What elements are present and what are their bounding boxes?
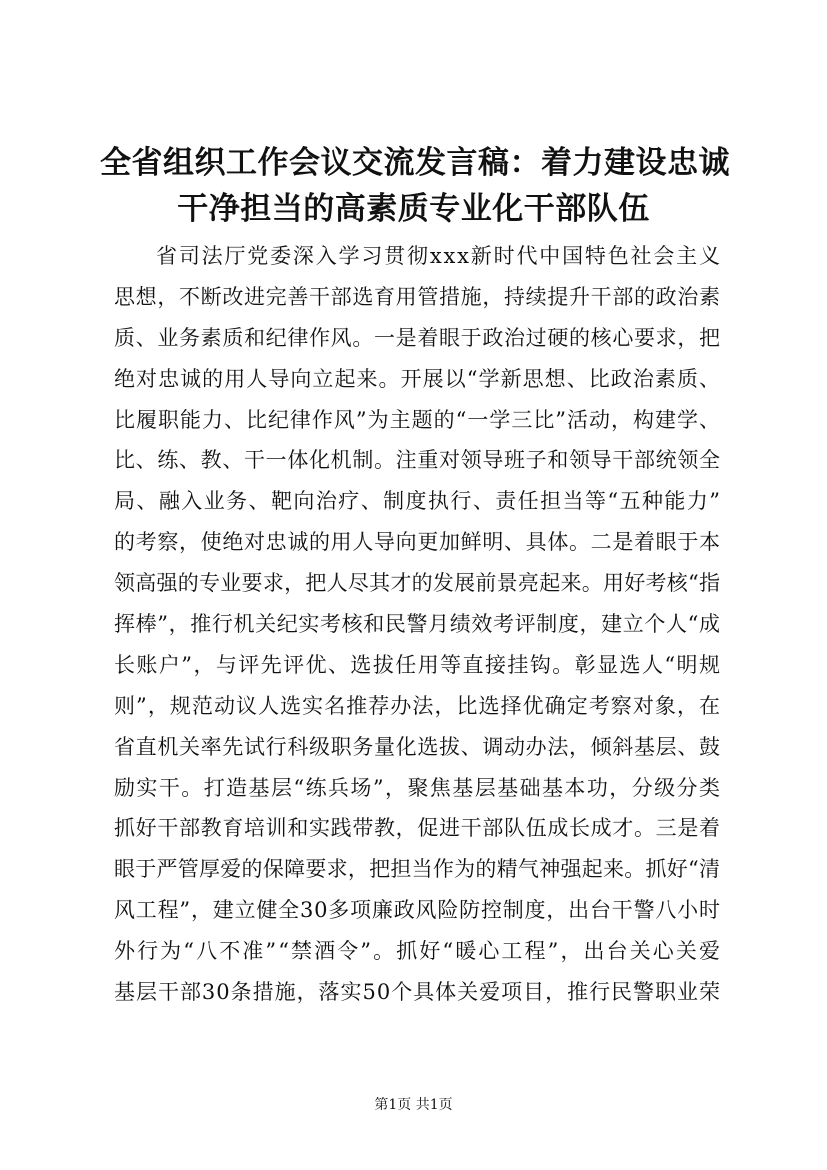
paragraph-line: 绝对忠诚的用人导向立起来。开展以“学新思想、比政治素质、 <box>114 366 722 391</box>
document-title <box>100 140 730 232</box>
paragraph-line: 基层干部30条措施，落实50个具体关爱项目，推行民警职业荣 <box>114 980 721 1005</box>
paragraph-line: 的考察，使绝对忠诚的用人导向更加鲜明、具体。二是着眼于本 <box>114 530 721 555</box>
paragraph-line: 眼于严管厚爱的保障要求，把担当作为的精气神强起来。抓好“清 <box>114 857 721 882</box>
paragraph-line: 励实干。打造基层“练兵场”，聚焦基层基础基本功，分级分类 <box>114 775 722 800</box>
paragraph-line: 比履职能力、比纪律作风”为主题的“一学三比”活动，构建学、 <box>114 407 721 432</box>
paragraph-line: 领高强的专业要求，把人尽其才的发展前景亮起来。用好考核“指 <box>114 571 721 596</box>
paragraph-line: 挥棒”，推行机关纪实考核和民警月绩效考评制度，建立个人“成 <box>114 612 721 637</box>
paragraph-line: 省司法厅党委深入学习贯彻xxx新时代中国特色社会主义 <box>156 244 722 268</box>
paragraph-line: 思想，不断改进完善干部选育用管措施，持续提升干部的政治素 <box>114 284 721 309</box>
paragraph-line: 风工程”，建立健全30多项廉政风险防控制度，出台干警八小时 <box>114 898 721 923</box>
paragraph-line: 则”，规范动议人选实名推荐办法，比选择优确定考察对象，在 <box>114 693 722 718</box>
paragraph-line: 长账户”，与评先评优、选拔任用等直接挂钩。彰显选人“明规 <box>114 652 722 677</box>
paragraph-line: 省直机关率先试行科级职务量化选拔、调动办法，倾斜基层、鼓 <box>114 734 721 759</box>
paragraph-line: 抓好干部教育培训和实践带教，促进干部队伍成长成才。三是着 <box>114 816 721 841</box>
title-line: 全省组织工作会议交流发言稿：着力建设忠诚 <box>100 145 730 181</box>
paragraph-line: 局、融入业务、靶向治疗、制度执行、责任担当等“五种能力” <box>114 489 722 514</box>
paragraph-line: 比、练、教、干一体化机制。注重对领导班子和领导干部统领全 <box>114 448 721 473</box>
document-body <box>114 236 723 1013</box>
paragraph-line: 质、业务素质和纪律作风。一是着眼于政治过硬的核心要求，把 <box>114 325 721 350</box>
paragraph-line: 外行为“八不准”“禁酒令”。抓好“暖心工程”，出台关心关爱 <box>114 939 723 964</box>
title-line: 干净担当的高素质专业化干部队伍 <box>177 191 650 227</box>
page-footer: 第1页 共1页 <box>374 1097 453 1113</box>
